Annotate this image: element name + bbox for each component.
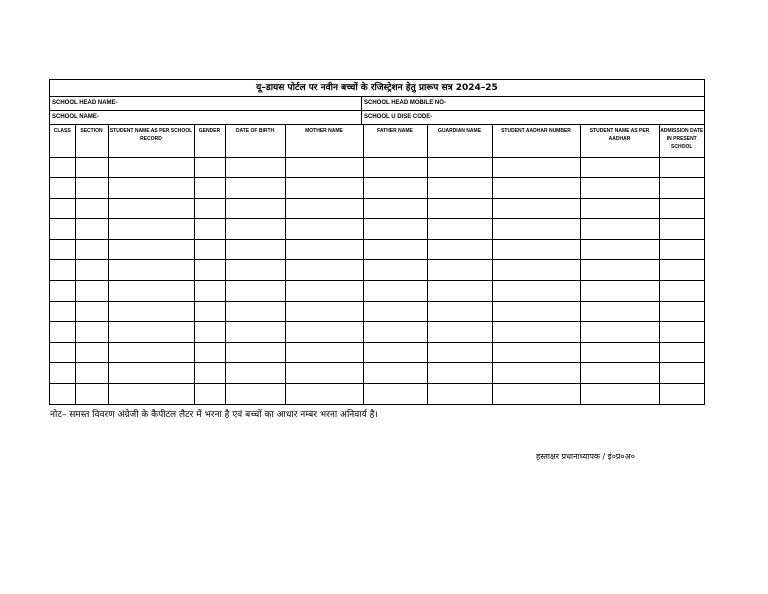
column-header-section: SECTION: [75, 125, 108, 157]
table-cell[interactable]: [225, 198, 285, 219]
table-cell[interactable]: [580, 178, 659, 199]
table-cell[interactable]: [50, 281, 75, 302]
table-cell[interactable]: [363, 219, 427, 240]
table-cell[interactable]: [285, 260, 363, 281]
table-cell[interactable]: [363, 198, 427, 219]
signature-label: हस्ताक्षर प्रधानाध्यापक / इं०प्र०अ०: [536, 452, 635, 461]
table-body: [50, 157, 704, 404]
table-row: [50, 342, 704, 363]
table-cell[interactable]: [108, 198, 194, 219]
table-cell[interactable]: [427, 239, 492, 260]
table-cell[interactable]: [50, 342, 75, 363]
table-cell[interactable]: [108, 301, 194, 322]
table-cell[interactable]: [659, 157, 704, 178]
table-row: [50, 322, 704, 343]
table-cell[interactable]: [285, 322, 363, 343]
school-name-field[interactable]: SCHOOL NAME-: [50, 111, 362, 124]
table-cell[interactable]: [50, 301, 75, 322]
table-cell[interactable]: [194, 239, 225, 260]
table-cell[interactable]: [427, 219, 492, 240]
school-udise-field[interactable]: SCHOOL U DISE CODE-: [364, 114, 433, 120]
table-row: [50, 219, 704, 240]
table-cell[interactable]: [225, 260, 285, 281]
table-cell[interactable]: [659, 281, 704, 302]
table-cell[interactable]: [108, 178, 194, 199]
table-cell[interactable]: [50, 239, 75, 260]
table-cell[interactable]: [75, 178, 108, 199]
table-cell[interactable]: [363, 322, 427, 343]
table-cell[interactable]: [492, 363, 580, 384]
table-cell[interactable]: [580, 363, 659, 384]
table-cell[interactable]: [50, 322, 75, 343]
table-cell[interactable]: [75, 384, 108, 405]
table-cell[interactable]: [363, 301, 427, 322]
table-cell[interactable]: [580, 384, 659, 405]
table-cell[interactable]: [108, 157, 194, 178]
table-cell[interactable]: [225, 322, 285, 343]
table-cell[interactable]: [659, 260, 704, 281]
table-cell[interactable]: [225, 363, 285, 384]
table-cell[interactable]: [363, 281, 427, 302]
column-header-name-as-per-aadhar: STUDENT NAME AS PER AADHAR: [580, 125, 659, 157]
student-table: [50, 125, 704, 404]
table-cell[interactable]: [492, 281, 580, 302]
table-cell[interactable]: [194, 342, 225, 363]
table-cell[interactable]: [659, 384, 704, 405]
table-cell[interactable]: [285, 384, 363, 405]
table-cell[interactable]: [285, 342, 363, 363]
table-cell[interactable]: [108, 363, 194, 384]
column-header-date-of-birth: DATE OF BIRTH: [225, 125, 285, 157]
table-cell[interactable]: [427, 301, 492, 322]
table-cell[interactable]: [50, 219, 75, 240]
table-cell[interactable]: [659, 363, 704, 384]
table-cell[interactable]: [363, 239, 427, 260]
table-cell[interactable]: [580, 157, 659, 178]
table-cell[interactable]: [75, 301, 108, 322]
table-cell[interactable]: [50, 178, 75, 199]
table-cell[interactable]: [363, 260, 427, 281]
column-header-gender: GENDER: [194, 125, 225, 157]
note-text: नोट– समस्त विवरण अंग्रेजी के कैपीटल लैटर में भरना है एवं बच्चों का आधार नम्बर भरना अनिवार्य है।: [50, 410, 378, 420]
column-header-guardian-name: GUARDIAN NAME: [427, 125, 492, 157]
table-cell[interactable]: [580, 239, 659, 260]
table-cell[interactable]: [659, 198, 704, 219]
school-head-name-field[interactable]: SCHOOL HEAD NAME-: [50, 97, 362, 110]
table-cell[interactable]: [108, 342, 194, 363]
table-cell[interactable]: [659, 239, 704, 260]
table-cell[interactable]: [492, 322, 580, 343]
table-cell[interactable]: [75, 322, 108, 343]
table-cell[interactable]: [75, 342, 108, 363]
table-cell[interactable]: [427, 178, 492, 199]
table-cell[interactable]: [108, 384, 194, 405]
table-cell[interactable]: [194, 363, 225, 384]
table-cell[interactable]: [75, 281, 108, 302]
table-row: [50, 198, 704, 219]
table-row: [50, 260, 704, 281]
table-cell[interactable]: [225, 219, 285, 240]
column-header-class: CLASS: [50, 125, 75, 157]
table-cell[interactable]: [75, 239, 108, 260]
table-cell[interactable]: [50, 260, 75, 281]
table-cell[interactable]: [580, 198, 659, 219]
registration-form: [49, 79, 705, 405]
table-cell[interactable]: [285, 219, 363, 240]
table-cell[interactable]: [75, 363, 108, 384]
column-header-student-name: STUDENT NAME AS PER SCHOOL RECORD: [108, 125, 194, 157]
table-cell[interactable]: [225, 239, 285, 260]
table-cell[interactable]: [427, 198, 492, 219]
table-cell[interactable]: [75, 157, 108, 178]
table-cell[interactable]: [225, 384, 285, 405]
table-cell[interactable]: [194, 178, 225, 199]
table-row: [50, 384, 704, 405]
table-cell[interactable]: [427, 384, 492, 405]
table-cell[interactable]: [363, 157, 427, 178]
school-head-mobile-field[interactable]: SCHOOL HEAD MOBILE NO-: [364, 100, 446, 106]
table-cell[interactable]: [285, 239, 363, 260]
table-cell[interactable]: [50, 157, 75, 178]
table-cell[interactable]: [194, 322, 225, 343]
table-cell[interactable]: [75, 198, 108, 219]
table-cell[interactable]: [659, 178, 704, 199]
table-cell[interactable]: [225, 281, 285, 302]
table-cell[interactable]: [285, 301, 363, 322]
table-cell[interactable]: [427, 342, 492, 363]
table-cell[interactable]: [363, 363, 427, 384]
table-cell[interactable]: [363, 178, 427, 199]
table-cell[interactable]: [427, 322, 492, 343]
table-row: [50, 301, 704, 322]
table-cell[interactable]: [580, 301, 659, 322]
table-cell[interactable]: [194, 384, 225, 405]
table-cell[interactable]: [285, 363, 363, 384]
table-cell[interactable]: [427, 157, 492, 178]
table-cell[interactable]: [363, 342, 427, 363]
table-cell[interactable]: [108, 239, 194, 260]
table-cell[interactable]: [108, 322, 194, 343]
table-row: [50, 281, 704, 302]
school-name-row: [50, 111, 704, 125]
table-cell[interactable]: [108, 281, 194, 302]
column-header-mother-name: MOTHER NAME: [285, 125, 363, 157]
table-cell[interactable]: [225, 157, 285, 178]
table-cell[interactable]: [194, 198, 225, 219]
table-cell[interactable]: [492, 198, 580, 219]
table-cell[interactable]: [50, 384, 75, 405]
table-cell[interactable]: [194, 260, 225, 281]
table-cell[interactable]: [50, 363, 75, 384]
table-cell[interactable]: [492, 384, 580, 405]
table-cell[interactable]: [580, 281, 659, 302]
table-cell[interactable]: [492, 178, 580, 199]
table-cell[interactable]: [50, 198, 75, 219]
table-cell[interactable]: [492, 342, 580, 363]
table-cell[interactable]: [492, 301, 580, 322]
table-cell[interactable]: [580, 260, 659, 281]
table-row: [50, 178, 704, 199]
table-cell[interactable]: [427, 281, 492, 302]
table-cell[interactable]: [225, 301, 285, 322]
form-title: यू–डायस पोर्टल पर नवीन बच्चों के रजिस्ट्रेशन हेतु प्रारूप सत्र 2024–25: [50, 80, 704, 97]
table-cell[interactable]: [108, 260, 194, 281]
table-cell[interactable]: [285, 157, 363, 178]
table-cell[interactable]: [108, 219, 194, 240]
table-cell[interactable]: [194, 157, 225, 178]
table-cell[interactable]: [75, 219, 108, 240]
column-header-admission-date: ADMISSION DATE IN PRESENT SCHOOL: [659, 125, 704, 157]
table-cell[interactable]: [194, 219, 225, 240]
table-row: [50, 239, 704, 260]
column-header-aadhar-number: STUDENT AADHAR NUMBER: [492, 125, 580, 157]
table-cell[interactable]: [580, 219, 659, 240]
table-cell[interactable]: [427, 260, 492, 281]
table-row: [50, 157, 704, 178]
table-cell[interactable]: [285, 178, 363, 199]
table-cell[interactable]: [285, 281, 363, 302]
table-cell[interactable]: [194, 301, 225, 322]
table-cell[interactable]: [492, 239, 580, 260]
table-cell[interactable]: [75, 260, 108, 281]
table-cell[interactable]: [659, 219, 704, 240]
table-cell[interactable]: [285, 198, 363, 219]
table-cell[interactable]: [225, 342, 285, 363]
table-cell[interactable]: [194, 281, 225, 302]
table-cell[interactable]: [659, 301, 704, 322]
column-header-father-name: FATHER NAME: [363, 125, 427, 157]
table-cell[interactable]: [363, 384, 427, 405]
table-header-row: [50, 125, 704, 157]
table-cell[interactable]: [580, 342, 659, 363]
table-row: [50, 363, 704, 384]
table-cell[interactable]: [492, 219, 580, 240]
table-cell[interactable]: [427, 363, 492, 384]
table-cell[interactable]: [492, 157, 580, 178]
table-cell[interactable]: [225, 178, 285, 199]
school-head-row: [50, 97, 704, 111]
table-cell[interactable]: [659, 342, 704, 363]
table-cell[interactable]: [580, 322, 659, 343]
table-cell[interactable]: [659, 322, 704, 343]
table-cell[interactable]: [492, 260, 580, 281]
